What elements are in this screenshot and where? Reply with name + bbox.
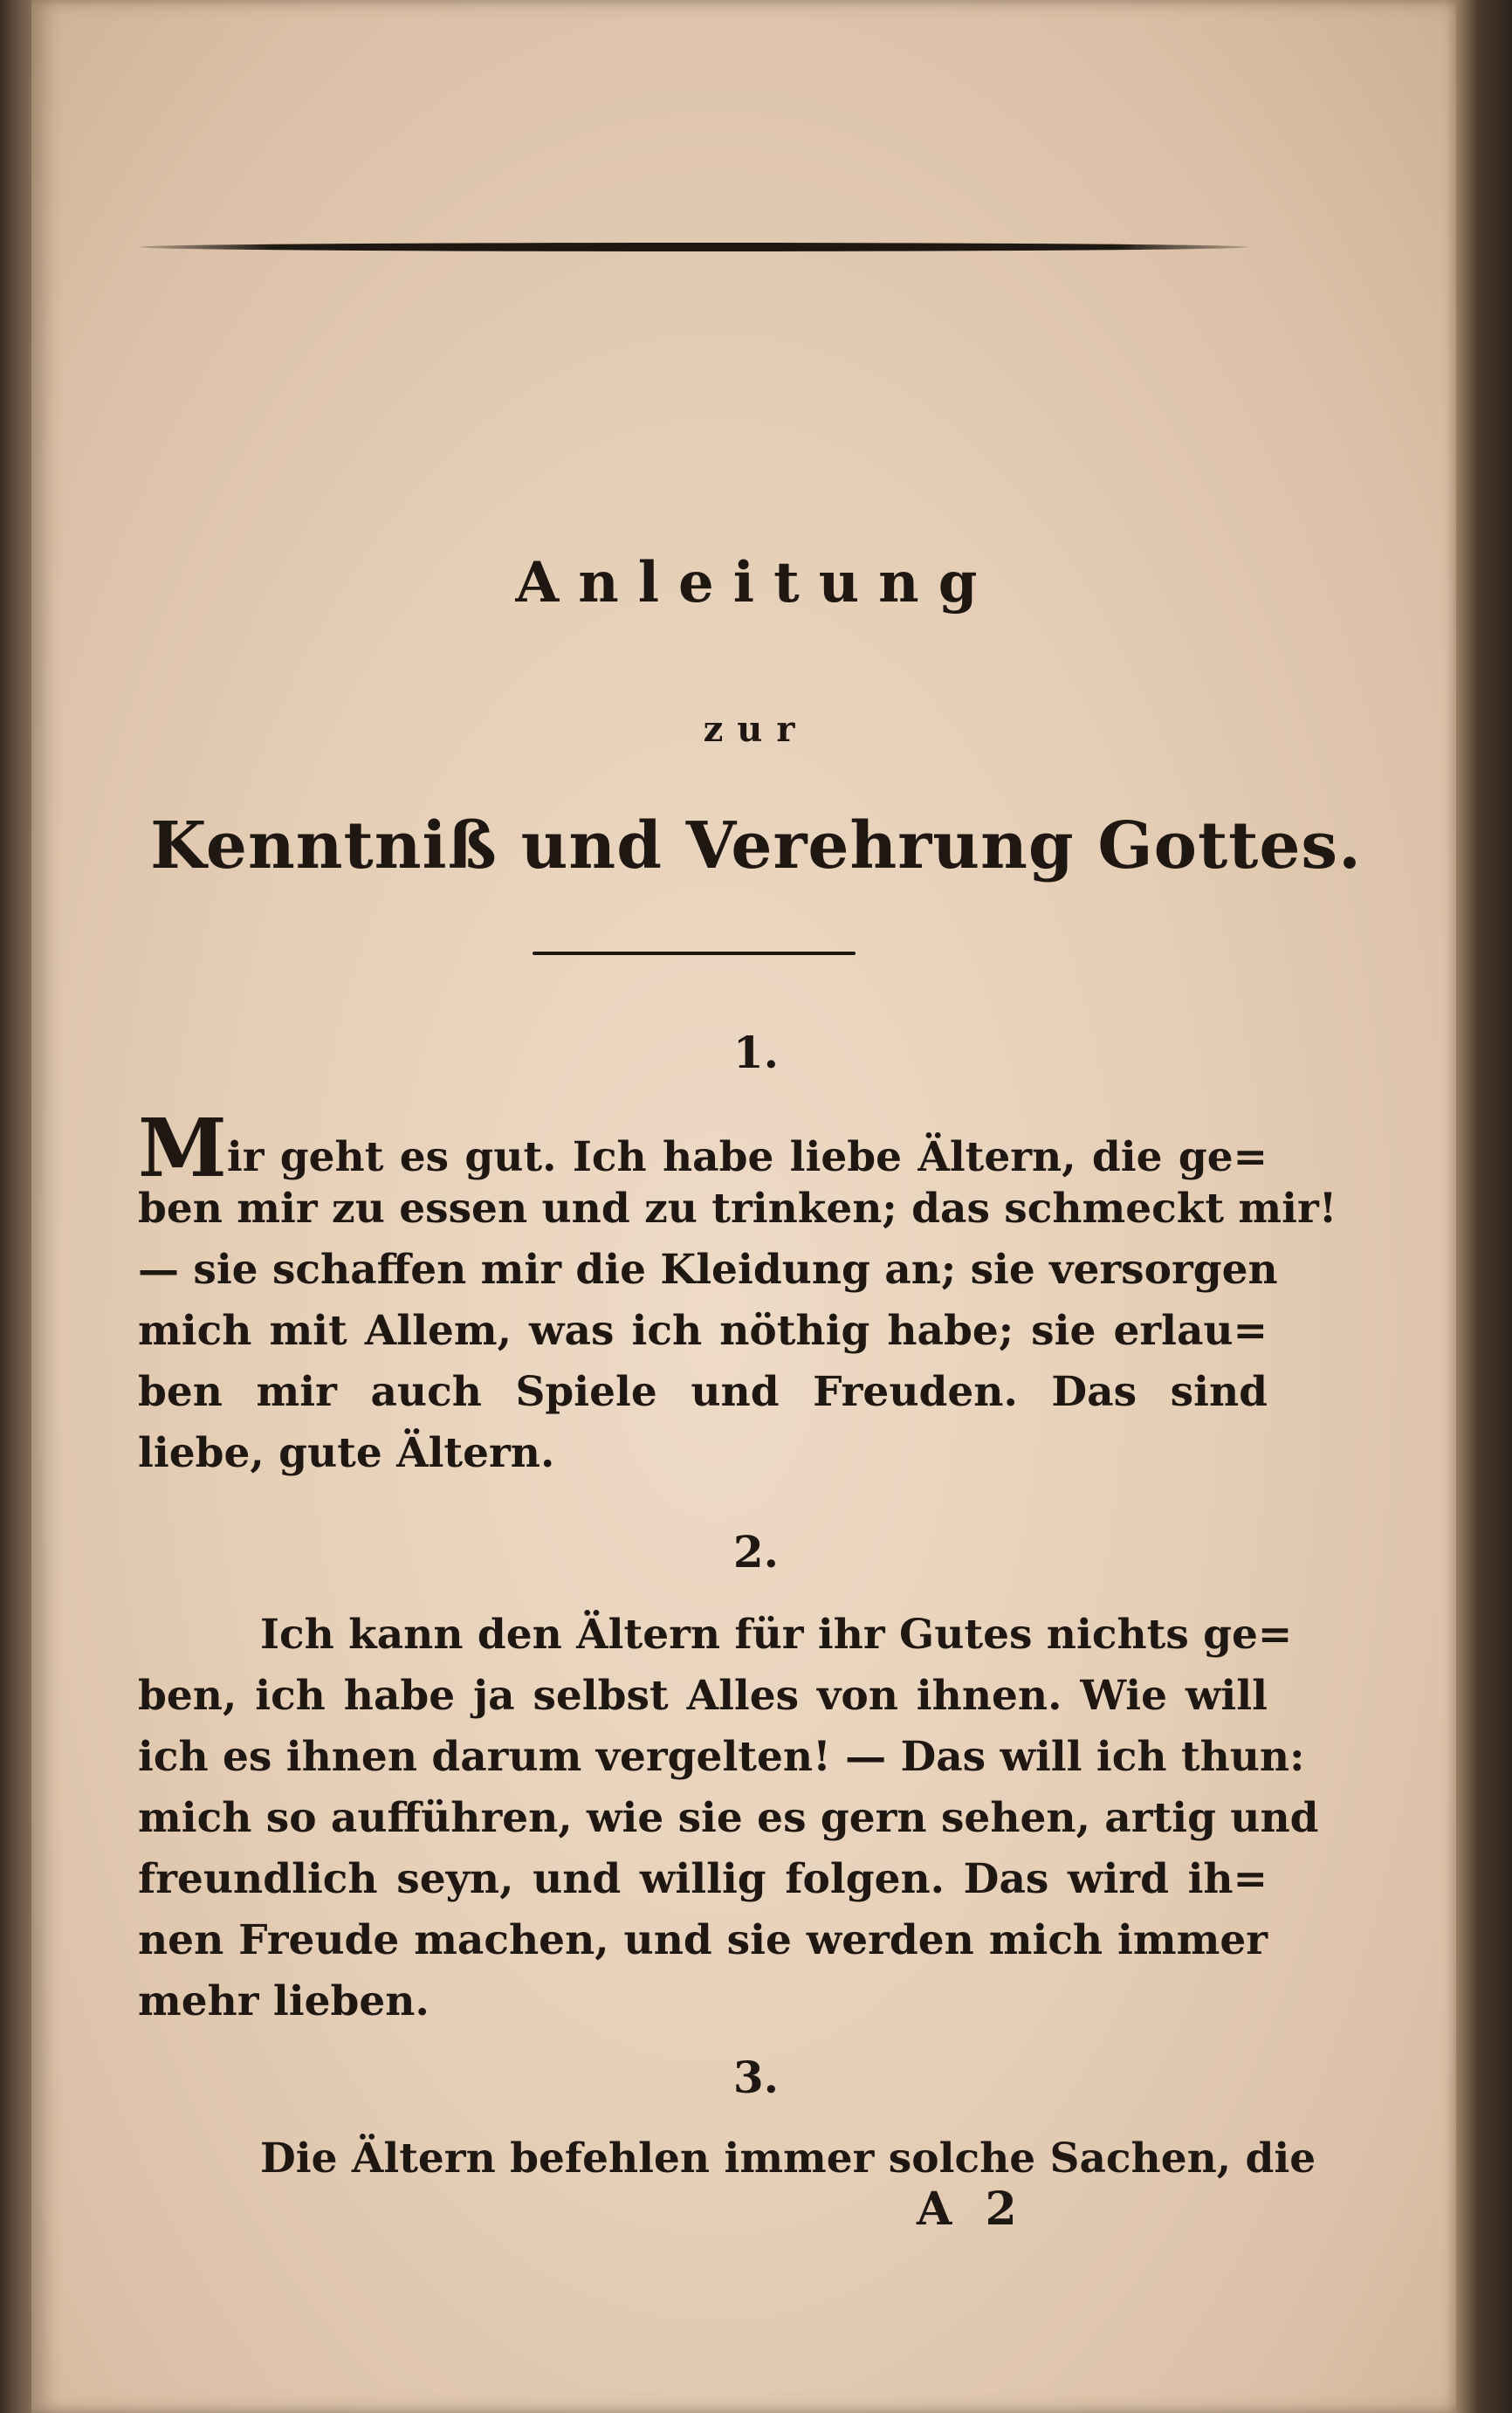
heading-line-3: Kenntniß und Verehrung Gottes. [150,808,1362,883]
paragraph-line: liebe, gute Ältern. [138,1429,555,1477]
paragraph-line: freundlich seyn, und willig folgen. Das wird ih= [138,1855,1268,1903]
heading-divider [533,952,856,955]
paragraph-1 [138,1101,1337,1484]
heading-line-2: zur [703,709,809,750]
paragraph-line: mehr lieben. [138,1977,430,2025]
paragraph-line: ben, ich habe ja selbst Alles von ihnen. Wie will [138,1672,1268,1720]
paragraph-line: nen Freude machen, und sie werden mich immer [138,1916,1268,1964]
paragraph-line: ich es ihnen darum vergelten! — Das will ich thun: [138,1733,1305,1781]
paragraph-2 [138,1605,1319,2032]
paragraph-line: Mir geht es gut. Ich habe liebe Ältern, die ge= [138,1101,1268,1195]
section-number-3: 3. [732,2052,780,2103]
heading-line-1: Anleitung [515,550,997,615]
top-rule [140,243,1248,251]
drop-cap: M [138,1101,227,1195]
section-number-1: 1. [732,1027,780,1078]
paragraph-3 [138,2128,1316,2190]
paragraph-line: ben mir zu essen und zu trinken; das schmeckt mir! [138,1185,1337,1233]
paragraph-line: mich so aufführen, wie sie es gern sehen, artig und [138,1794,1319,1842]
paragraph-line: mich mit Allem, was ich nöthig habe; sie erlau= [138,1307,1268,1355]
paragraph-line: ben mir auch Spiele und Freuden. Das sind [138,1368,1268,1416]
paragraph-line: — sie schaffen mir die Kleidung an; sie versorgen [138,1246,1278,1294]
paragraph-line: Ich kann den Ältern für ihr Gutes nichts ge= [260,1611,1293,1659]
section-number-2: 2. [732,1526,780,1578]
paragraph-line: Die Ältern befehlen immer solche Sachen, die [260,2135,1316,2183]
signature-mark: A 2 [917,2183,1026,2236]
